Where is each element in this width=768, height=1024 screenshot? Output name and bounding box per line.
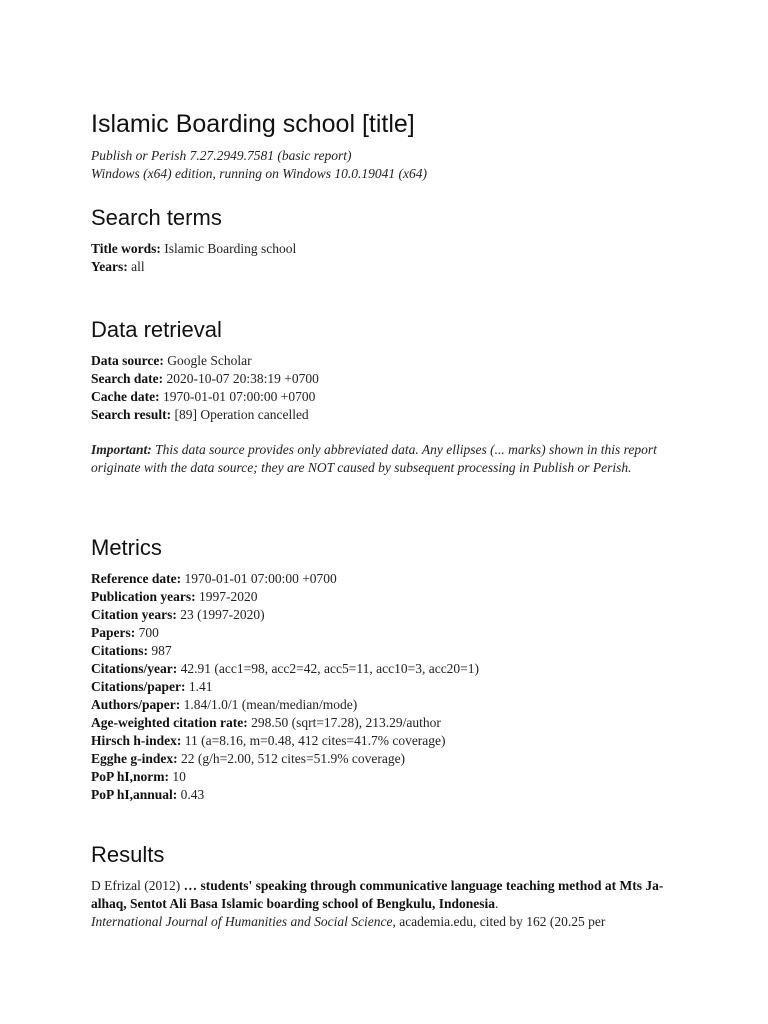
metric-row bbox=[91, 714, 479, 732]
important-note bbox=[91, 441, 671, 477]
metric-row bbox=[91, 786, 479, 804]
field-label: Data source: bbox=[91, 353, 164, 368]
metric-label: Age-weighted citation rate: bbox=[91, 715, 248, 730]
metric-label: Reference date: bbox=[91, 571, 182, 586]
search-term-row bbox=[91, 240, 296, 258]
metric-label: Authors/paper: bbox=[91, 697, 181, 712]
metric-value: 10 bbox=[172, 769, 186, 784]
metric-value: 1970-01-01 07:00:00 +0700 bbox=[184, 571, 337, 586]
metric-value: 700 bbox=[138, 625, 159, 640]
metric-row bbox=[91, 588, 479, 606]
section-heading-data-retrieval: Data retrieval bbox=[91, 317, 222, 342]
metrics-list bbox=[91, 570, 479, 804]
field-value: all bbox=[131, 259, 145, 274]
data-retrieval-list bbox=[91, 352, 319, 424]
result-authors-year: D Efrizal (2012) bbox=[91, 878, 181, 893]
field-label: Title words: bbox=[91, 241, 161, 256]
data-retrieval-row bbox=[91, 406, 319, 424]
metric-row bbox=[91, 624, 479, 642]
section-heading-metrics: Metrics bbox=[91, 535, 162, 560]
section-heading-results: Results bbox=[91, 842, 165, 867]
report-subtitle bbox=[91, 147, 427, 183]
field-label: Search result: bbox=[91, 407, 172, 422]
result-title-period: . bbox=[494, 896, 499, 911]
metric-value: 42.91 (acc1=98, acc2=42, acc5=11, acc10=3, acc20=1) bbox=[180, 661, 480, 676]
metric-row bbox=[91, 768, 479, 786]
section-heading-search-terms: Search terms bbox=[91, 205, 222, 230]
field-value: 1970-01-01 07:00:00 +0700 bbox=[162, 389, 316, 404]
search-terms-list bbox=[91, 240, 296, 276]
result-details: , academia.edu, cited by 162 (20.25 per bbox=[392, 914, 606, 929]
metric-value: 0.43 bbox=[180, 787, 205, 802]
metric-label: Egghe g-index: bbox=[91, 751, 178, 766]
metric-label: Hirsch h-index: bbox=[91, 733, 182, 748]
metric-row bbox=[91, 660, 479, 678]
field-label: Search date: bbox=[91, 371, 164, 386]
metric-row bbox=[91, 750, 479, 768]
metric-row bbox=[91, 732, 479, 750]
data-retrieval-row bbox=[91, 388, 319, 406]
metric-row bbox=[91, 606, 479, 624]
field-label: Years: bbox=[91, 259, 128, 274]
metric-label: Citations/paper: bbox=[91, 679, 186, 694]
metric-value: 1.41 bbox=[188, 679, 213, 694]
metric-value: 1997-2020 bbox=[199, 589, 258, 604]
result-title: … students' speaking through communicative language teaching method at Mts Ja-alhaq, Sentot Ali Basa Islamic boarding school of Bengkulu, Indonesia bbox=[91, 878, 664, 911]
metric-label: Publication years: bbox=[91, 589, 196, 604]
subtitle-line: Windows (x64) edition, running on Windows 10.0.19041 (x64) bbox=[91, 166, 427, 181]
metric-value: 11 (a=8.16, m=0.48, 412 cites=41.7% coverage) bbox=[184, 733, 446, 748]
metric-label: Citation years: bbox=[91, 607, 177, 622]
metric-label: PoP hI,norm: bbox=[91, 769, 170, 784]
data-retrieval-row bbox=[91, 352, 319, 370]
important-label: Important: bbox=[91, 442, 152, 457]
metric-value: 23 (1997-2020) bbox=[180, 607, 265, 622]
metric-value: 298.50 (sqrt=17.28), 213.29/author bbox=[251, 715, 441, 730]
field-value: 2020-10-07 20:38:19 +0700 bbox=[166, 371, 319, 386]
metric-value: 987 bbox=[151, 643, 172, 658]
search-term-row bbox=[91, 258, 296, 276]
metric-label: PoP hI,annual: bbox=[91, 787, 178, 802]
data-retrieval-row bbox=[91, 370, 319, 388]
metric-label: Papers: bbox=[91, 625, 136, 640]
metric-label: Citations/year: bbox=[91, 661, 178, 676]
field-value: Google Scholar bbox=[167, 353, 252, 368]
report-title: Islamic Boarding school [title] bbox=[91, 110, 415, 138]
subtitle-line: Publish or Perish 7.27.2949.7581 (basic report) bbox=[91, 148, 352, 163]
field-label: Cache date: bbox=[91, 389, 160, 404]
metric-row bbox=[91, 678, 479, 696]
important-text: This data source provides only abbreviated data. Any ellipses (... marks) shown in this report originate with the data source; they are NOT caused by subsequent processing in Publish or Perish. bbox=[91, 442, 657, 475]
metric-label: Citations: bbox=[91, 643, 148, 658]
metric-row bbox=[91, 570, 479, 588]
field-value: Islamic Boarding school bbox=[164, 241, 297, 256]
metric-value: 1.84/1.0/1 (mean/median/mode) bbox=[183, 697, 358, 712]
metric-row bbox=[91, 696, 479, 714]
metric-row bbox=[91, 642, 479, 660]
field-value: [89] Operation cancelled bbox=[174, 407, 309, 422]
result-source: International Journal of Humanities and Social Science bbox=[91, 914, 393, 929]
metric-value: 22 (g/h=2.00, 512 cites=51.9% coverage) bbox=[181, 751, 406, 766]
result-entry bbox=[91, 877, 691, 931]
